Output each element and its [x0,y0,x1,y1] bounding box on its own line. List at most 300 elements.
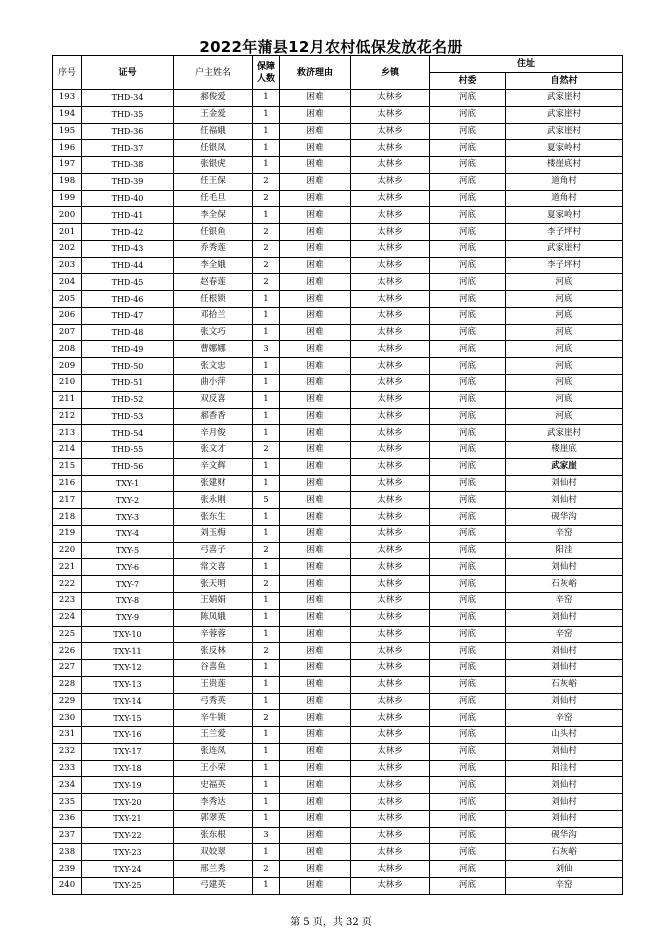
header-count [253,56,280,90]
cell-town: 太林乡 [351,609,430,626]
cell-cert: THD-39 [82,173,174,190]
cell-village: 河底 [430,358,506,375]
cell-natural-village: 阳洼村 [506,760,623,777]
cell-name: 任银鱼 [174,224,253,241]
cell-index: 240 [53,877,82,894]
cell-count: 1 [253,877,280,894]
cell-index: 202 [53,240,82,257]
cell-town: 太林乡 [351,391,430,408]
cell-count: 1 [253,525,280,542]
cell-index: 227 [53,660,82,677]
cell-cert: THD-56 [82,458,174,475]
cell-cert: TXY-24 [82,861,174,878]
cell-count: 3 [253,827,280,844]
cell-cert: TXY-2 [82,492,174,509]
cell-natural-village: 刘仙村 [506,559,623,576]
cell-natural-village: 河底 [506,307,623,324]
cell-natural-village: 刘仙村 [506,794,623,811]
cell-cert: THD-38 [82,157,174,174]
header-name: 户主姓名 [174,56,253,90]
cell-count: 2 [253,542,280,559]
cell-cert: TXY-22 [82,827,174,844]
cell-natural-village: 武家崖村 [506,123,623,140]
table-row [53,358,623,375]
cell-cert: TXY-18 [82,760,174,777]
cell-reason: 困难 [280,442,351,459]
cell-cert: TXY-19 [82,777,174,794]
cell-name: 双反喜 [174,391,253,408]
cell-name: 李全保 [174,207,253,224]
cell-index: 194 [53,106,82,123]
cell-natural-village: 刘仙村 [506,492,623,509]
cell-cert: TXY-21 [82,810,174,827]
cell-reason: 困难 [280,173,351,190]
cell-natural-village: 刘仙村 [506,810,623,827]
document-title: 2022年蒲县12月农村低保发放花名册 [199,38,463,56]
cell-natural-village: 刘仙村 [506,609,623,626]
cell-town: 太林乡 [351,157,430,174]
cell-reason: 困难 [280,458,351,475]
cell-natural-village: 河底 [506,358,623,375]
cell-village: 河底 [430,877,506,894]
cell-index: 206 [53,307,82,324]
cell-name: 王贵莲 [174,676,253,693]
cell-index: 199 [53,190,82,207]
cell-natural-village: 辛窑 [506,626,623,643]
cell-name: 陈凤娥 [174,609,253,626]
cell-town: 太林乡 [351,727,430,744]
cell-name: 张永刚 [174,492,253,509]
cell-cert: TXY-9 [82,609,174,626]
cell-village: 河底 [430,861,506,878]
cell-village: 河底 [430,592,506,609]
cell-name: 李全娥 [174,257,253,274]
cell-village: 河底 [430,341,506,358]
cell-village: 河底 [430,542,506,559]
cell-town: 太林乡 [351,173,430,190]
cell-town: 太林乡 [351,810,430,827]
cell-index: 230 [53,710,82,727]
cell-count: 1 [253,777,280,794]
cell-village: 河底 [430,525,506,542]
cell-index: 221 [53,559,82,576]
cell-index: 204 [53,274,82,291]
cell-natural-village: 李子坪村 [506,224,623,241]
cell-town: 太林乡 [351,794,430,811]
cell-reason: 困难 [280,307,351,324]
cell-index: 208 [53,341,82,358]
cell-cert: THD-51 [82,375,174,392]
cell-count: 1 [253,509,280,526]
cell-count: 3 [253,341,280,358]
table-row [53,777,623,794]
cell-reason: 困难 [280,257,351,274]
cell-village: 河底 [430,760,506,777]
table-row [53,140,623,157]
cell-name: 辛文辉 [174,458,253,475]
cell-village: 河底 [430,224,506,241]
cell-index: 232 [53,743,82,760]
cell-index: 203 [53,257,82,274]
cell-count: 1 [253,358,280,375]
table-row [53,240,623,257]
cell-index: 224 [53,609,82,626]
cell-town: 太林乡 [351,475,430,492]
cell-count: 1 [253,307,280,324]
cell-village: 河底 [430,559,506,576]
cell-index: 219 [53,525,82,542]
cell-natural-village: 武家崖 [506,458,623,475]
cell-natural-village: 石灰峪 [506,844,623,861]
table-row [53,727,623,744]
cell-village: 河底 [430,157,506,174]
cell-natural-village: 武家崖村 [506,425,623,442]
cell-count: 1 [253,90,280,107]
cell-village: 河底 [430,743,506,760]
cell-natural-village: 夏家岭村 [506,140,623,157]
cell-reason: 困难 [280,542,351,559]
cell-cert: THD-47 [82,307,174,324]
table-row [53,224,623,241]
cell-reason: 困难 [280,475,351,492]
cell-name: 张东根 [174,827,253,844]
header-reason: 救济理由 [280,56,351,90]
table-row [53,660,623,677]
cell-natural-village: 河底 [506,408,623,425]
cell-name: 张天明 [174,576,253,593]
table-row [53,190,623,207]
cell-town: 太林乡 [351,559,430,576]
cell-reason: 困难 [280,341,351,358]
cell-index: 239 [53,861,82,878]
cell-count: 1 [253,676,280,693]
cell-index: 200 [53,207,82,224]
cell-name: 曹娜娜 [174,341,253,358]
cell-cert: THD-53 [82,408,174,425]
cell-natural-village: 道角村 [506,190,623,207]
cell-town: 太林乡 [351,743,430,760]
cell-index: 196 [53,140,82,157]
cell-name: 王金爱 [174,106,253,123]
cell-reason: 困难 [280,559,351,576]
cell-reason: 困难 [280,727,351,744]
table-row [53,509,623,526]
cell-village: 河底 [430,576,506,593]
cell-village: 河底 [430,375,506,392]
cell-reason: 困难 [280,743,351,760]
cell-natural-village: 河底 [506,291,623,308]
cell-index: 217 [53,492,82,509]
cell-natural-village: 山头村 [506,727,623,744]
cell-village: 河底 [430,257,506,274]
cell-town: 太林乡 [351,324,430,341]
table-row [53,877,623,894]
cell-reason: 困难 [280,324,351,341]
cell-reason: 困难 [280,274,351,291]
cell-village: 河底 [430,710,506,727]
cell-town: 太林乡 [351,90,430,107]
cell-name: 张东生 [174,509,253,526]
cell-reason: 困难 [280,861,351,878]
cell-index: 228 [53,676,82,693]
cell-count: 1 [253,157,280,174]
cell-name: 任根锁 [174,291,253,308]
cell-cert: THD-48 [82,324,174,341]
cell-name: 邓拾兰 [174,307,253,324]
cell-cert: TXY-14 [82,693,174,710]
cell-village: 河底 [430,324,506,341]
cell-reason: 困难 [280,425,351,442]
table-row [53,106,623,123]
cell-town: 太林乡 [351,492,430,509]
cell-name: 张连凤 [174,743,253,760]
cell-count: 1 [253,375,280,392]
cell-natural-village: 河底 [506,341,623,358]
cell-town: 太林乡 [351,123,430,140]
cell-name: 任毛旦 [174,190,253,207]
table-row [53,324,623,341]
roster-table [52,55,623,895]
header-town: 乡镇 [351,56,430,90]
cell-index: 207 [53,324,82,341]
cell-cert: TXY-8 [82,592,174,609]
cell-town: 太林乡 [351,643,430,660]
cell-cert: THD-55 [82,442,174,459]
cell-town: 太林乡 [351,525,430,542]
cell-name: 王小荣 [174,760,253,777]
cell-town: 太林乡 [351,626,430,643]
cell-town: 太林乡 [351,861,430,878]
cell-cert: TXY-17 [82,743,174,760]
cell-index: 209 [53,358,82,375]
table-row [53,442,623,459]
cell-cert: TXY-6 [82,559,174,576]
cell-name: 乔秀莲 [174,240,253,257]
cell-reason: 困难 [280,358,351,375]
cell-name: 张文才 [174,442,253,459]
cell-reason: 困难 [280,576,351,593]
table-row [53,810,623,827]
cell-reason: 困难 [280,827,351,844]
cell-natural-village: 河底 [506,274,623,291]
cell-reason: 困难 [280,224,351,241]
cell-natural-village: 夏家岭村 [506,207,623,224]
cell-village: 河底 [430,106,506,123]
cell-reason: 困难 [280,626,351,643]
table-row [53,542,623,559]
cell-reason: 困难 [280,810,351,827]
cell-cert: THD-54 [82,425,174,442]
cell-count: 1 [253,794,280,811]
cell-natural-village: 刘仙村 [506,693,623,710]
cell-village: 河底 [430,190,506,207]
cell-reason: 困难 [280,240,351,257]
cell-village: 河底 [430,307,506,324]
cell-reason: 困难 [280,710,351,727]
cell-count: 2 [253,861,280,878]
cell-index: 225 [53,626,82,643]
cell-index: 214 [53,442,82,459]
cell-reason: 困难 [280,693,351,710]
table-row [53,291,623,308]
cell-count: 1 [253,207,280,224]
cell-cert: TXY-13 [82,676,174,693]
table-row [53,157,623,174]
cell-count: 1 [253,291,280,308]
cell-index: 216 [53,475,82,492]
cell-count: 1 [253,760,280,777]
table-row [53,626,623,643]
cell-name: 张文巧 [174,324,253,341]
cell-natural-village: 楼崖底 [506,442,623,459]
table-row [53,794,623,811]
cell-reason: 困难 [280,794,351,811]
cell-natural-village: 刘仙 [506,861,623,878]
cell-cert: TXY-11 [82,643,174,660]
cell-town: 太林乡 [351,375,430,392]
cell-village: 河底 [430,425,506,442]
cell-cert: TXY-20 [82,794,174,811]
cell-town: 太林乡 [351,844,430,861]
cell-count: 2 [253,257,280,274]
cell-reason: 困难 [280,207,351,224]
cell-name: 任银凤 [174,140,253,157]
cell-village: 河底 [430,408,506,425]
cell-town: 太林乡 [351,592,430,609]
cell-natural-village: 刘仙村 [506,743,623,760]
cell-cert: TXY-16 [82,727,174,744]
cell-village: 河底 [430,458,506,475]
cell-name: 王娟娟 [174,592,253,609]
table-row [53,743,623,760]
cell-count: 2 [253,274,280,291]
cell-count: 1 [253,592,280,609]
cell-reason: 困难 [280,90,351,107]
cell-count: 2 [253,710,280,727]
cell-natural-village: 刘仙村 [506,660,623,677]
cell-village: 河底 [430,609,506,626]
cell-count: 1 [253,844,280,861]
cell-name: 郝俊爱 [174,90,253,107]
cell-village: 河底 [430,827,506,844]
cell-village: 河底 [430,442,506,459]
cell-name: 刘玉梅 [174,525,253,542]
header-address: 住址 [430,56,623,73]
cell-cert: THD-52 [82,391,174,408]
cell-index: 195 [53,123,82,140]
cell-name: 李秀达 [174,794,253,811]
cell-village: 河底 [430,643,506,660]
cell-index: 233 [53,760,82,777]
cell-village: 河底 [430,777,506,794]
table-row [53,307,623,324]
cell-count: 1 [253,123,280,140]
table-row [53,844,623,861]
table-row [53,525,623,542]
cell-index: 220 [53,542,82,559]
cell-index: 193 [53,90,82,107]
cell-cert: TXY-3 [82,509,174,526]
cell-reason: 困难 [280,777,351,794]
table-row [53,123,623,140]
table-row [53,827,623,844]
cell-name: 张反林 [174,643,253,660]
table-row [53,458,623,475]
cell-town: 太林乡 [351,777,430,794]
cell-town: 太林乡 [351,341,430,358]
cell-name: 张建财 [174,475,253,492]
table-row [53,693,623,710]
cell-reason: 困难 [280,592,351,609]
cell-name: 任福娥 [174,123,253,140]
cell-town: 太林乡 [351,542,430,559]
cell-index: 236 [53,810,82,827]
cell-name: 弓建英 [174,877,253,894]
cell-natural-village: 辛窑 [506,710,623,727]
cell-reason: 困难 [280,291,351,308]
cell-cert: THD-36 [82,123,174,140]
cell-town: 太林乡 [351,693,430,710]
table-row [53,710,623,727]
cell-name: 张文忠 [174,358,253,375]
cell-town: 太林乡 [351,425,430,442]
cell-name: 曲小萍 [174,375,253,392]
cell-count: 1 [253,140,280,157]
table-row [53,609,623,626]
cell-name: 赵春莲 [174,274,253,291]
cell-village: 河底 [430,240,506,257]
cell-village: 河底 [430,475,506,492]
cell-name: 郝香香 [174,408,253,425]
cell-name: 张银虎 [174,157,253,174]
cell-reason: 困难 [280,660,351,677]
table-row [53,492,623,509]
cell-natural-village: 楼崖底村 [506,157,623,174]
cell-count: 1 [253,106,280,123]
cell-village: 河底 [430,391,506,408]
cell-natural-village: 石灰峪 [506,576,623,593]
table-row [53,592,623,609]
table-row [53,861,623,878]
cell-town: 太林乡 [351,106,430,123]
table-row [53,576,623,593]
cell-town: 太林乡 [351,676,430,693]
cell-reason: 困难 [280,408,351,425]
cell-cert: THD-46 [82,291,174,308]
cell-town: 太林乡 [351,442,430,459]
table-row [53,391,623,408]
cell-index: 235 [53,794,82,811]
cell-village: 河底 [430,291,506,308]
cell-reason: 困难 [280,609,351,626]
cell-natural-village: 辛窑 [506,877,623,894]
page-footer: 第 5 页，共 32 页 [290,917,372,928]
cell-name: 辛蓉蓉 [174,626,253,643]
cell-town: 太林乡 [351,257,430,274]
cell-count: 2 [253,442,280,459]
cell-name: 郭翠英 [174,810,253,827]
cell-town: 太林乡 [351,660,430,677]
cell-index: 198 [53,173,82,190]
cell-count: 1 [253,626,280,643]
cell-count: 1 [253,475,280,492]
cell-village: 河底 [430,727,506,744]
cell-index: 231 [53,727,82,744]
cell-reason: 困难 [280,509,351,526]
cell-village: 河底 [430,90,506,107]
table-row [53,173,623,190]
cell-index: 226 [53,643,82,660]
